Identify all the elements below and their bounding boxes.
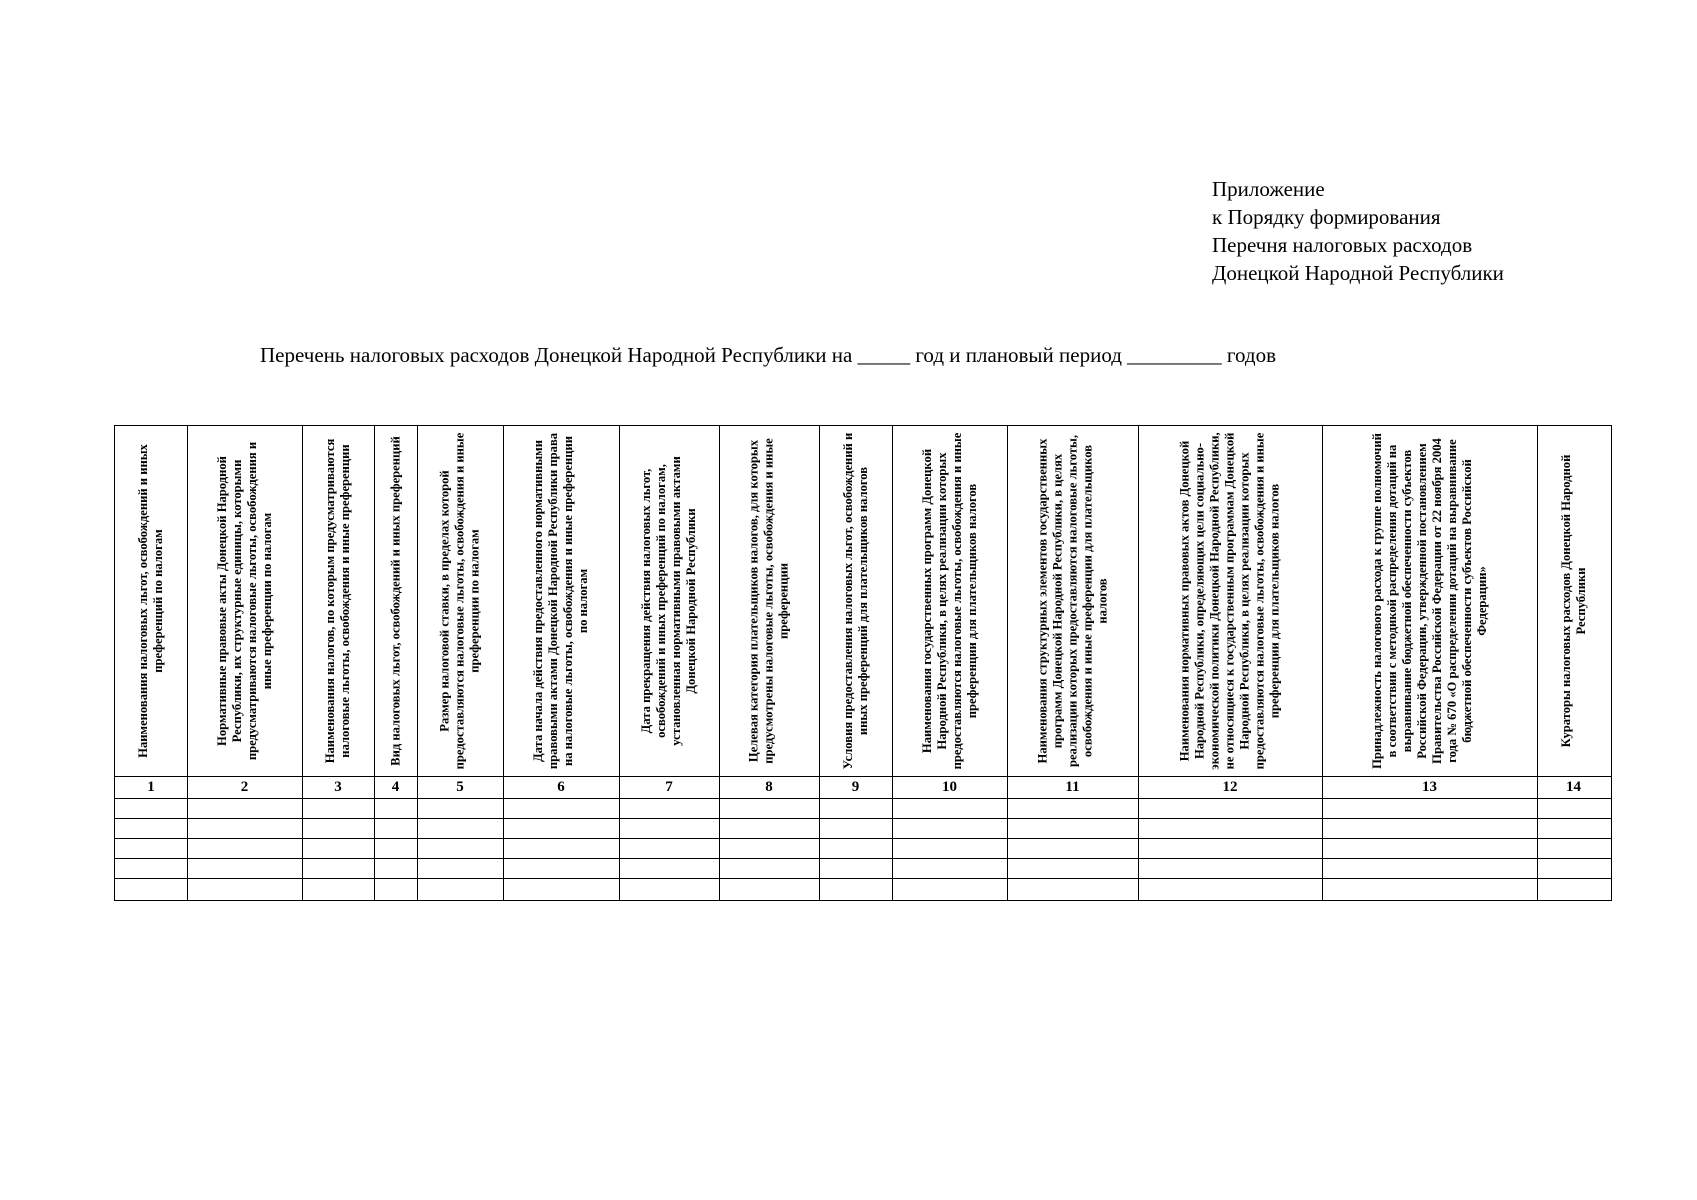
column-header-text: Вид налоговых льгот, освобождений и иных преференций: [388, 436, 402, 766]
column-number: 8: [765, 779, 773, 795]
column-header: [115, 426, 187, 776]
table-row-divider: [115, 858, 1611, 859]
column-number: 9: [851, 779, 860, 795]
column-number: 12: [1222, 779, 1238, 795]
column-header-text: Дата начала действия предоставленного нормативными правовыми актами Донецкой Народной Республики права на налоговые льготы, освобождения и иные преференции по налогам: [531, 432, 590, 770]
appendix-line: Донецкой Народной Республики: [1212, 261, 1504, 285]
column-header: [374, 426, 417, 776]
column-number: 5: [456, 779, 464, 795]
column-header: [719, 426, 819, 776]
column-header-text: Нормативные правовые акты Донецкой Народной Республики, их структурные единицы, которыми предусматриваются налоговые льготы, освобождения и иные преференции по налогам: [214, 441, 274, 761]
column-number: 4: [391, 779, 400, 795]
column-number: 13: [1422, 779, 1437, 795]
column-number: 2: [240, 779, 249, 795]
appendix-block: [1212, 175, 1504, 287]
table-row-divider: [115, 818, 1611, 819]
appendix-line: к Порядку формирования: [1212, 205, 1441, 229]
column-header-text: Целевая категория плательщиков налогов, для которых предусмотрены налоговые льготы, освобождения и иные преференции: [746, 438, 791, 764]
table-row-divider: [115, 798, 1611, 799]
column-header-text: Наименования государственных программ Донецкой Народной Республики, в целях реализации которых предоставляются налоговые льготы, освобождения и иные преференции для плательщиков налогов: [919, 432, 979, 770]
column-header-text: Кураторы налоговых расходов Донецкой Народной Республики: [1558, 454, 1588, 748]
column-header-text: Наименования нормативных правовых актов Донецкой Народной Республики, определяющих цели социально-экономической политики Донецкой Народной Республики, не относящиеся к государственным программам Донецкой Народной Республики, в целях реализации которых предоставляются налоговые льготы, освобождения и иные преференции для плательщиков налогов: [1177, 432, 1282, 770]
column-header: [1007, 426, 1138, 776]
column-header-text: Принадлежность налогового расхода к группе полномочий в соответствии с методикой распределения дотаций на выравнивание бюджетной обеспеченности субъектов Российской Федерации, утвержденной постановлением Правительства Российской Федерации от 22 ноября 2004 года № 670 «О распределении дотаций на выравнивание бюджетной обеспеченности субъектов Российской Федерации»: [1369, 433, 1489, 769]
tax-expenditure-table: [114, 425, 1612, 901]
column-header: [503, 426, 619, 776]
column-header-text: Дата прекращения действия налоговых льгот, освобождений и иных преференций по налогам, установленная нормативными правовыми актами Донецкой Народной Республики: [639, 456, 698, 746]
document-title: Перечень налоговых расходов Донецкой Народной Республики на _____ год и плановый период _________ годов: [260, 343, 1276, 367]
column-header: [1138, 426, 1322, 776]
column-number: 7: [665, 779, 673, 795]
appendix-line: Приложение: [1212, 177, 1325, 201]
column-header-text: Условия предоставления налоговых льгот, освобождений и иных преференций для плательщиков налогов: [840, 432, 870, 770]
table-row-divider: [115, 878, 1611, 879]
column-header-text: Наименования налогов, по которым предусматриваются налоговые льготы, освобождения и иные преференции: [323, 438, 352, 764]
column-header: [819, 426, 892, 776]
column-header: [302, 426, 374, 776]
column-header: [892, 426, 1007, 776]
column-header-text: Размер налоговой ставки, в пределах которой предоставляются налоговые льготы, освобождения и иные преференции по налогам: [437, 432, 482, 770]
column-number: 14: [1566, 779, 1581, 795]
column-header: [187, 426, 302, 776]
column-number: 1: [147, 779, 155, 795]
column-number: 11: [1065, 779, 1080, 795]
column-number: 10: [942, 779, 957, 795]
column-number: 6: [557, 779, 565, 795]
column-header-text: Наименования структурных элементов государственных программ Донецкой Народной Республики, в целях реализации которых предоставляются налоговые льготы, освобождения и иные преференции для плательщиков налогов: [1035, 434, 1109, 768]
column-header: [1537, 426, 1610, 776]
table-row-divider: [115, 838, 1611, 839]
column-header-text: Наименования налоговых льгот, освобождений и иных преференций по налогам: [136, 444, 165, 758]
appendix-line: Перечня налоговых расходов: [1212, 233, 1473, 257]
column-header: [417, 426, 503, 776]
column-number: 3: [334, 779, 342, 795]
column-header: [1322, 426, 1537, 776]
column-header: [619, 426, 719, 776]
